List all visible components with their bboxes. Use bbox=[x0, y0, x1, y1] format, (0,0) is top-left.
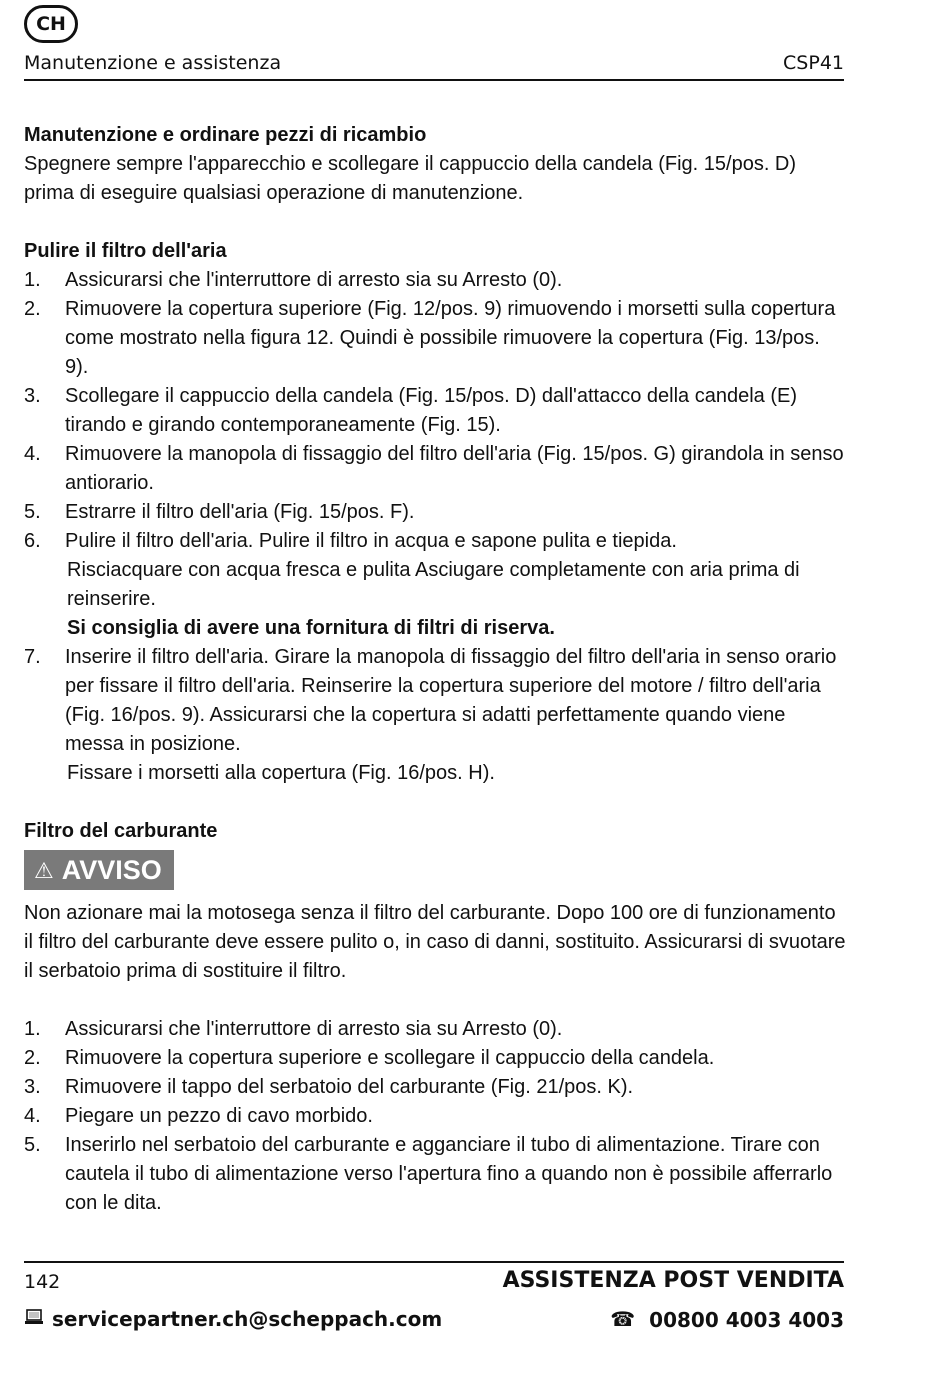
country-badge: CH bbox=[24, 5, 78, 43]
reserve-filter-note: Si consiglia di avere una fornitura di filtri di riserva. bbox=[67, 617, 555, 639]
telephone-icon: ☎ bbox=[610, 1309, 636, 1331]
fuel-filter-text: Non azionare mai la motosega senza il filtro del carburante. Dopo 100 ore di funzionamento il filtro del carburante deve essere pulito o, in caso di danni, sostituito. Assicurarsi di svuotare il serbatoio prima di sostituire il filtro. bbox=[24, 902, 846, 982]
list-item: 4. Rimuovere la manopola di fissaggio del filtro dell'aria (Fig. 15/pos. G) girandola in senso antiorario. bbox=[24, 443, 844, 494]
page-number: 142 bbox=[24, 1271, 61, 1293]
list-item: 5. Estrarre il filtro dell'aria (Fig. 15/pos. F). bbox=[24, 501, 415, 523]
service-title: ASSISTENZA POST VENDITA bbox=[502, 1268, 844, 1293]
service-email[interactable] bbox=[24, 1307, 442, 1331]
list-item: 4. Piegare un pezzo di cavo morbido. bbox=[24, 1105, 373, 1127]
intro-text: Spegnere sempre l'apparecchio e scollegare il cappuccio della candela (Fig. 15/pos. D) prima di eseguire qualsiasi operazione di manutenzione. bbox=[24, 153, 797, 204]
list-item: 5. Inserirlo nel serbatoio del carburante e agganciare il tubo di alimentazione. Tirare con cautela il tubo di alimentazione verso l'apertura fino a quando non è possibile afferrarlo con le dita. bbox=[24, 1134, 833, 1214]
model-name: CSP41 bbox=[783, 52, 844, 74]
intro-heading: Manutenzione e ordinare pezzi di ricambio bbox=[24, 124, 427, 146]
list-item: 1. Assicurarsi che l'interruttore di arresto sia su Arresto (0). bbox=[24, 269, 563, 291]
list-item: 2. Rimuovere la copertura superiore e scollegare il cappuccio della candela. bbox=[24, 1047, 715, 1069]
list-item: 3. Scollegare il cappuccio della candela (Fig. 15/pos. D) dall'attacco della candela (E) tirando e girando contemporaneamente (Fig. 15). bbox=[24, 385, 798, 436]
list-item: 2. Rimuovere la copertura superiore (Fig. 12/pos. 9) rimuovendo i morsetti sulla copertura come mostrato nella figura 12. Quindi è possibile rimuovere la copertura (Fig. 13/pos. 9). bbox=[24, 298, 836, 378]
air-filter-heading: Pulire il filtro dell'aria bbox=[24, 240, 227, 262]
warning-triangle-icon: ⚠ bbox=[34, 857, 54, 883]
fuel-filter-heading: Filtro del carburante bbox=[24, 820, 218, 842]
list-item: 7. Inserire il filtro dell'aria. Girare la manopola di fissaggio del filtro dell'aria in senso orario per fissare il filtro dell'aria. Reinserire la copertura superiore del motore / filtro dell'aria (Fig. 16/pos. 9). Assicurarsi che la copertura si adatti perfettamente quando viene messa in posizione. Fissare i morsetti alla copertura (Fig. 16/pos. H). bbox=[24, 643, 846, 788]
footer-divider bbox=[24, 1261, 844, 1263]
header-divider bbox=[24, 79, 844, 81]
warning-label: AVVISO bbox=[61, 854, 162, 885]
warning-badge bbox=[24, 850, 174, 890]
step-extra: Fissare i morsetti alla copertura (Fig. 16/pos. H). bbox=[67, 762, 495, 784]
step-extra: Risciacquare con acqua fresca e pulita Asciugare completamente con aria prima di reinserire. bbox=[67, 559, 800, 610]
phone-number[interactable]: 00800 4003 4003 bbox=[649, 1307, 844, 1332]
section-title: Manutenzione e assistenza bbox=[24, 52, 282, 74]
laptop-icon bbox=[24, 1309, 44, 1330]
air-filter-steps bbox=[24, 266, 846, 788]
service-phone[interactable] bbox=[610, 1307, 844, 1332]
main-content bbox=[24, 121, 846, 1218]
list-item: 3. Rimuovere il tappo del serbatoio del carburante (Fig. 21/pos. K). bbox=[24, 1076, 634, 1098]
list-item: 6. Pulire il filtro dell'aria. Pulire il filtro in acqua e sapone pulita e tiepida. Risciacquare con acqua fresca e pulita Asciugare completamente con aria prima di reinserire. Si consiglia di avere una fornitura di filtri di riserva. bbox=[24, 527, 846, 643]
fuel-filter-steps bbox=[24, 1015, 846, 1218]
email-address[interactable]: servicepartner.ch@scheppach.com bbox=[52, 1307, 443, 1331]
list-item: 1. Assicurarsi che l'interruttore di arresto sia su Arresto (0). bbox=[24, 1018, 563, 1040]
